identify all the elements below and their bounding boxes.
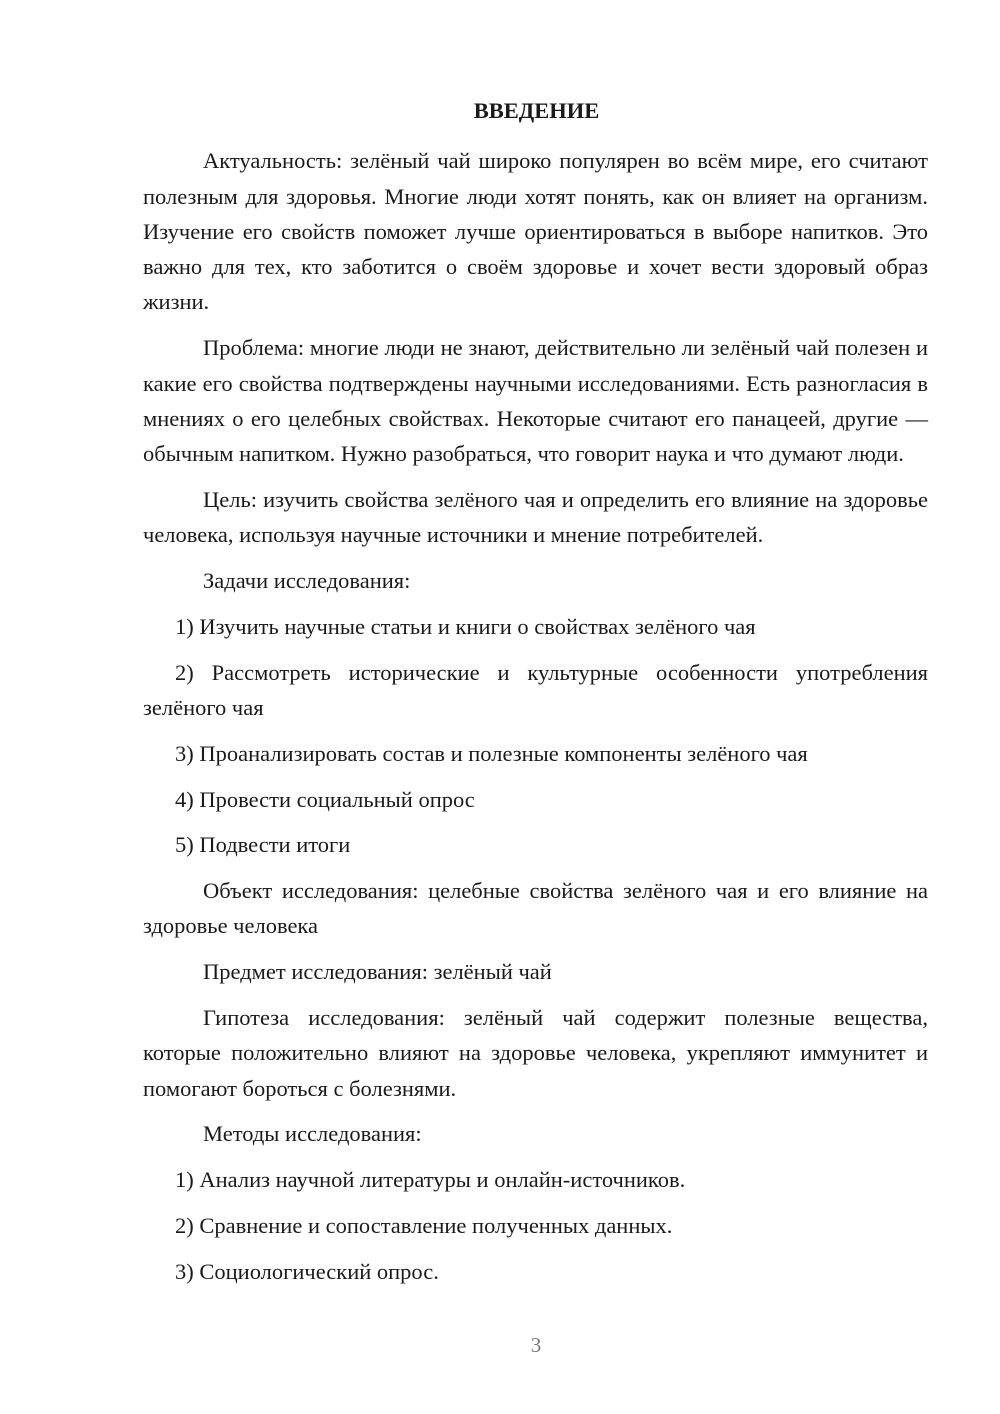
task-item: 3) Проанализировать состав и полезные компоненты зелёного чая [175,740,808,766]
tasks-heading: Задачи исследования: [203,568,411,594]
task-item: 4) Провести социальный опрос [175,786,475,812]
method-item: 1) Анализ научной литературы и онлайн-источников. [175,1167,686,1193]
problem-paragraph: Проблема: многие люди не знают, действительно ли зелёный чай полезен и какие его свойства подтверждены научными исследованиями. Есть разногласия в мнениях о его целебных свойствах. Некоторые считают его панацеей, другие — обычным напитком. Нужно разобраться, что говорит наука и что думают люди. [143,335,928,467]
goal-paragraph: Цель: изучить свойства зелёного чая и определить его влияние на здоровье человека, используя научные источники и мнение потребителей. [143,486,928,548]
method-item: 3) Социологический опрос. [175,1258,439,1284]
task-item: 2) Рассмотреть исторические и культурные особенности употребления зелёного чая [143,659,928,720]
relevance-paragraph: Актуальность: зелёный чай широко популярен во всём мире, его считают полезным для здоровья. Многие люди хотят понять, как он влияет на организм. Изучение его свойств поможет лучше ориентироваться в выборе напитков. Это важно для тех, кто заботится о своём здоровье и хочет вести здоровый образ жизни. [143,148,928,315]
methods-heading: Методы исследования: [203,1121,422,1147]
method-item: 2) Сравнение и сопоставление полученных данных. [175,1213,673,1239]
page-title: ВВЕДЕНИЕ [473,98,600,123]
page-number: 3 [530,1333,542,1357]
subject-paragraph: Предмет исследования: зелёный чай [203,959,552,985]
document-page [143,93,928,1300]
hypothesis-paragraph: Гипотеза исследования: зелёный чай содержит полезные вещества, которые положительно влияют на здоровье человека, укрепляют иммунитет и помогают бороться с болезнями. [143,1005,928,1101]
task-item: 5) Подвести итоги [175,832,351,858]
task-item: 1) Изучить научные статьи и книги о свойствах зелёного чая [175,613,756,639]
object-paragraph: Объект исследования: целебные свойства зелёного чая и его влияние на здоровье человека [143,878,928,939]
